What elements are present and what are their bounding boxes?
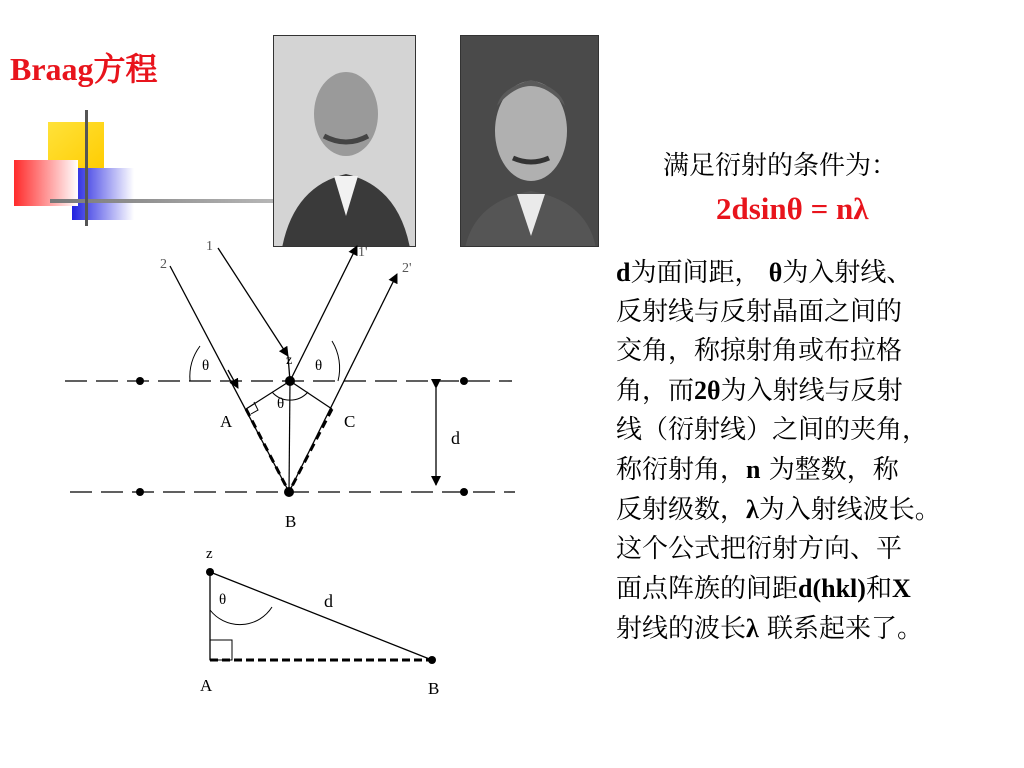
angle-label: θ (202, 358, 210, 374)
portrait-icon (274, 36, 416, 247)
path-difference-triangle (190, 540, 460, 705)
atom-point (136, 377, 144, 385)
desc-line: 交角，称掠射角或布拉格 (616, 336, 903, 366)
bragg-reflection-diagram (60, 236, 520, 536)
desc-line: 反射线与反射晶面之间的 (616, 297, 903, 327)
desc-line: d为面间距， θ为入射线、 (616, 258, 913, 288)
triangle-hypotenuse (210, 572, 432, 660)
hypotenuse-label: d (324, 591, 333, 611)
ray-label-2p: 2' (402, 261, 412, 276)
angle-arc-reflected (332, 341, 340, 381)
incident-ray-1 (218, 248, 288, 356)
atom-point (460, 488, 468, 496)
desc-line: 反射级数，λ为入射线波长。 (616, 495, 941, 525)
portrait-icon (461, 36, 599, 247)
spacing-label: d (451, 428, 460, 448)
desc-line: 射线的波长λ 联系起来了。 (616, 614, 924, 644)
atom-point (136, 488, 144, 496)
point-label-z: z (286, 353, 293, 368)
ray-label-2: 2 (160, 257, 167, 272)
bragg-formula: 2dsinθ = nλ (716, 191, 869, 226)
point-label-a: A (200, 676, 213, 695)
desc-line: 面点阵族的间距d(hkl)和X (616, 574, 911, 604)
portrait-photo-left (273, 35, 416, 247)
reflected-ray-1 (290, 246, 357, 381)
point-label-a: A (220, 412, 233, 431)
path-segment-bc (289, 409, 332, 492)
point-b (428, 656, 436, 664)
ray-label-1p: 1' (358, 245, 368, 260)
portrait-photo-right (460, 35, 599, 247)
atom-point (460, 377, 468, 385)
perpendicular-zc (290, 381, 332, 409)
right-angle-mark (251, 402, 258, 414)
desc-line: 角，而2θ为入射线与反射 (616, 376, 903, 406)
slide-title: Braag方程 (10, 51, 158, 87)
desc-line: 这个公式把衍射方向、平 (616, 534, 903, 564)
right-angle-mark (210, 640, 232, 660)
point-label-c: C (344, 412, 356, 431)
plane-normal (289, 381, 290, 492)
angle-label: θ (315, 358, 323, 374)
point-label-b: B (428, 679, 440, 698)
ray-label-1: 1 (206, 239, 213, 254)
path-segment-ab (246, 409, 289, 492)
decorative-squares-icon (10, 110, 290, 230)
angle-arc (210, 607, 272, 625)
desc-line: 称衍射角，n 为整数，称 (616, 455, 899, 485)
description-text (616, 253, 1021, 649)
desc-line: 线（衍射线）之间的夹角， (616, 415, 929, 445)
point-z (206, 568, 214, 576)
point-label-z: z (206, 546, 213, 562)
angle-arc-incident (190, 346, 200, 381)
angle-label: θ (219, 592, 227, 608)
point-label-b: B (285, 512, 297, 531)
angle-label: θ (277, 396, 285, 412)
condition-label: 满足衍射的条件为： (663, 151, 898, 181)
